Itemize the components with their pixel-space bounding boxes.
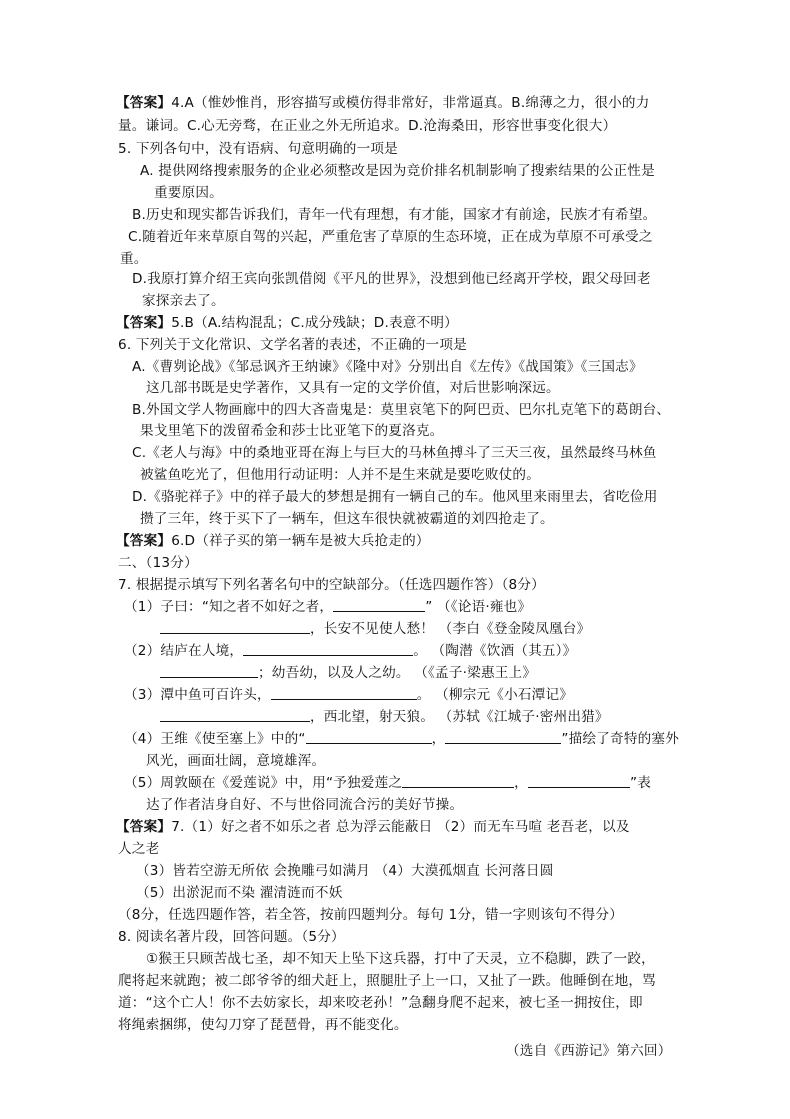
answer-text: 5.B（A.结构混乱；C.成分残缺；D.表意不明） <box>171 315 458 331</box>
answer-7-scoring-note: （8分，任选四题作答，若全答，按前四题判分。每句 1分，错一字则该句不得分） <box>118 907 623 923</box>
prompt-text: ；幼吾幼，以及人之幼。 （《孟子·梁惠王上》 <box>258 665 537 681</box>
answer-label: 【答案】 <box>116 95 172 111</box>
question-8-stem: 8. 阅读名著片段，回答问题。（5分） <box>118 929 345 945</box>
answer-blank <box>160 618 310 634</box>
answer-4-line-1 <box>116 92 650 114</box>
option-5a-line-2: 重要原因。 <box>154 185 223 201</box>
option-5d-line-2: 家探亲去了。 <box>142 293 225 309</box>
section-2-heading: 二、（13分） <box>118 555 198 571</box>
answer-blank <box>306 728 432 744</box>
answer-label: 【答案】 <box>116 315 172 331</box>
answer-blank <box>333 596 425 612</box>
answer-text: 7.（1）好之者不如乐之者 总为浮云能蔽日 （2）而无车马喧 老吾老，以及 <box>171 819 630 835</box>
answer-6 <box>116 530 430 552</box>
passage-line-4: 将绳索捆绑，使勾刀穿了琵琶骨，再不能变化。 <box>118 1017 408 1033</box>
question-5-stem: 5. 下列各句中，没有语病、句意明确的一项是 <box>118 141 398 157</box>
question-6-stem: 6. 下列关于文化常识、文学名著的表述，不正确的一项是 <box>118 337 467 353</box>
question-7-1-line-2 <box>160 618 590 640</box>
question-7-5-line-2: 达了作者洁身自好、不与世俗同流合污的美好节操。 <box>146 797 464 813</box>
answer-blank <box>243 640 413 656</box>
prompt-text: （1）子曰：“知之者不如好之者， <box>124 599 334 615</box>
option-5c-line-1: C.随着近年来草原自驾的兴起，严重危害了草原的生态环境，正在成为草原不可承受之 <box>128 229 653 245</box>
option-5b: B.历史和现实都告诉我们，青年一代有理想，有才能，国家才有前途，民族才有希望。 <box>132 207 657 223</box>
comma: ， <box>514 775 528 791</box>
answer-label: 【答案】 <box>116 533 172 549</box>
question-7-2-line-1 <box>124 640 576 662</box>
answer-7-line-4: （5）出淤泥而不染 濯清涟而不妖 <box>136 885 343 901</box>
answer-label: 【答案】 <box>116 819 172 835</box>
prompt-text: （4）王维《使至塞上》中的“ <box>124 731 306 747</box>
passage-line-3: 道：“这个亡人！你不去妨家长，却来咬老孙！”急翻身爬不起来，被七圣一拥按住，即 <box>118 995 643 1011</box>
passage-line-2: 爬将起来就跑；被二郎爷爷的细犬赶上，照腿肚子上一口，又扯了一跌。他睡倒在地，骂 <box>118 973 656 989</box>
answer-text: 6.D（祥子买的第一辆车是被大兵抢走的） <box>171 533 430 549</box>
answer-blank <box>160 662 258 678</box>
option-5c-line-2: 重。 <box>120 251 148 267</box>
answer-blank <box>528 772 630 788</box>
source-text: ” （《论语·雍也》 <box>425 599 532 615</box>
source-text: 。 （陶潜《饮酒（其五）》 <box>413 643 577 659</box>
passage-line-1: ①猴王只顾苦战七圣，却不知天上坠下这兵器，打中了天灵，立不稳脚，跌了一跤， <box>146 951 655 967</box>
prompt-text: （2）结庐在人境， <box>124 643 244 659</box>
question-7-3-line-2 <box>160 706 609 728</box>
question-7-5-line-1 <box>124 772 651 794</box>
option-6b-line-1: B.外国文学人物画廊中的四大吝啬鬼是：莫里哀笔下的阿巴贡、巴尔扎克笔下的葛朗台、 <box>132 402 671 418</box>
source-text: 。 （柳宗元《小石潭记》 <box>416 687 574 703</box>
answer-blank <box>271 684 417 700</box>
option-6d-line-1: D.《骆驼祥子》中的祥子最大的梦想是拥有一辆自己的车。他风里来雨里去，省吃俭用 <box>132 489 658 505</box>
prompt-text: ”表 <box>629 775 652 791</box>
option-6c-line-2: 被鲨鱼吃光了，但他用行动证明：人并不是生来就是要吃败仗的。 <box>140 467 541 483</box>
answer-7-line-2: 人之老 <box>118 841 160 857</box>
question-7-2-line-2 <box>160 662 536 684</box>
option-6a-line-2: 这几部书既是史学著作，又具有一定的文学价值，对后世影响深远。 <box>146 380 560 396</box>
answer-blank <box>160 706 310 722</box>
comma: ， <box>431 731 446 747</box>
answer-blank <box>402 772 514 788</box>
option-5a-line-1: A. 提供网络搜索服务的企业必须整改是因为竞价排名机制影响了搜索结果的公正性是 <box>140 163 655 179</box>
option-6a-line-1: A.《曹刿论战》《邹忌讽齐王纳谏》《隆中对》分别出自《左传》《战国策》《三国志》 <box>132 359 643 375</box>
prompt-text: ”描绘了奇特的塞外 <box>561 731 680 747</box>
question-7-3-line-1 <box>124 684 573 706</box>
answer-4-line-2: 量。谦词。C.心无旁骛，在正业之外无所追求。D.沧海桑田，形容世事变化很大） <box>118 118 617 134</box>
answer-7-line-3: （3）皆若空游无所依 会挽雕弓如满月 （4）大漠孤烟直 长河落日圆 <box>136 863 554 879</box>
answer-5 <box>116 312 458 334</box>
question-7-1-line-1 <box>124 596 531 618</box>
question-7-4-line-2: 风光，画面壮阔，意境雄浑。 <box>146 753 326 769</box>
option-6c-line-1: C.《老人与海》中的桑地亚哥在海上与巨大的马林鱼搏斗了三天三夜，虽然最终马林鱼 <box>132 445 657 461</box>
question-7-stem: 7. 根据提示填写下列名著名句中的空缺部分。（任选四题作答）（8分） <box>118 577 545 593</box>
option-6d-line-2: 攒了三年，终于买下了一辆车，但这车很快就被霸道的刘四抢走了。 <box>140 511 554 527</box>
question-7-4-line-1 <box>124 728 679 750</box>
prompt-text: ，长安不见使人愁！ （李白《登金陵凤凰台》 <box>310 621 591 637</box>
passage-source: （选自《西游记》第六回） <box>506 1043 672 1059</box>
answer-blank <box>445 728 561 744</box>
answer-7-line-1 <box>116 816 630 838</box>
prompt-text: ，西北望，射天狼。 （苏轼《江城子·密州出猎》 <box>310 709 609 725</box>
option-6b-line-2: 果戈里笔下的泼留希金和莎士比亚笔下的夏洛克。 <box>140 423 444 439</box>
prompt-text: （3）潭中鱼可百许头， <box>124 687 271 703</box>
answer-text: 4.A（惟妙惟肖，形容描写或模仿得非常好，非常逼真。B.绵薄之力，很小的力 <box>171 95 650 111</box>
prompt-text: （5）周敦颐在《爱莲说》中，用“予独爱莲之 <box>124 775 403 791</box>
option-5d-line-1: D.我原打算介绍王宾向张凯借阅《平凡的世界》，没想到他已经离开学校，跟父母回老 <box>132 271 651 287</box>
